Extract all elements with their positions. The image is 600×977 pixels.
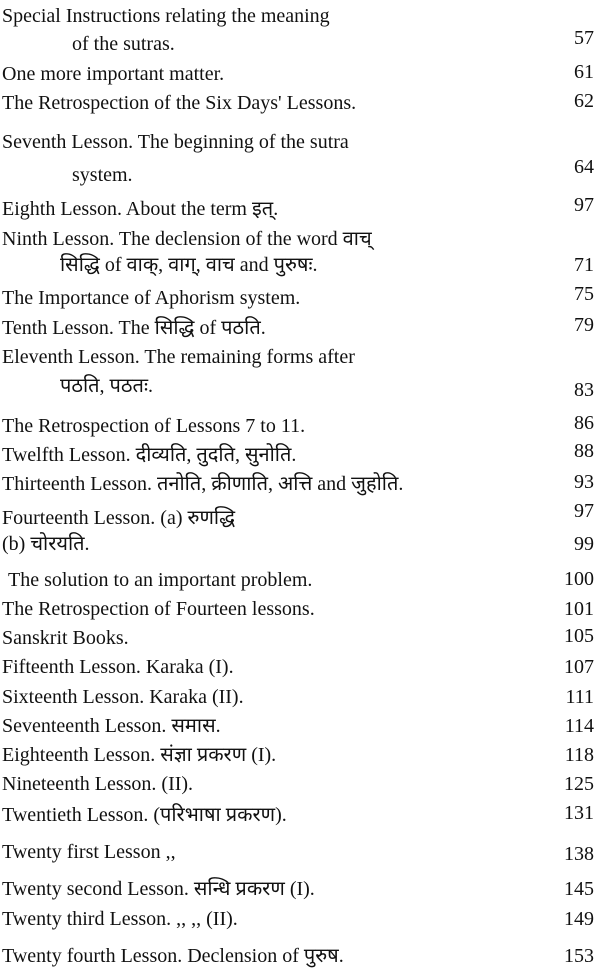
toc-entry-text: The Retrospection of the Six Days' Lessons.: [2, 92, 357, 114]
toc-page-number: 149: [564, 908, 594, 930]
toc-page-number: 64: [574, 156, 594, 178]
toc-page-number: 99: [574, 533, 594, 555]
toc-entry-text: The Importance of Aphorism system.: [2, 287, 301, 309]
toc-entry-text: Eighteenth Lesson. संज्ञा प्रकरण (I).: [2, 744, 277, 766]
toc-page-number: 62: [574, 90, 594, 112]
toc-page-number: 57: [574, 27, 594, 49]
toc-page-number: 97: [574, 500, 594, 522]
toc-entry-text: Twenty first Lesson ,,: [2, 841, 176, 863]
toc-entry-text: Twelfth Lesson. दीव्यति, तुदति, सुनोति.: [2, 444, 297, 466]
toc-entry-text: (b) चोरयति.: [2, 533, 90, 555]
toc-page-number: 86: [574, 412, 594, 434]
toc-page-number: 61: [574, 61, 594, 83]
toc-page-number: 71: [574, 254, 594, 276]
toc-page-number: 105: [564, 625, 594, 647]
toc-page-number: 93: [574, 471, 594, 493]
toc-entry-text: Twentieth Lesson. (परिभाषा प्रकरण).: [2, 804, 287, 826]
toc-entry-text: The Retrospection of Lessons 7 to 11.: [2, 415, 306, 437]
toc-entry-text: सिद्धि of वाक्, वाग्, वाच and पुरुषः.: [60, 254, 318, 276]
toc-page-number: 83: [574, 379, 594, 401]
toc-entry-text: Twenty second Lesson. सन्धि प्रकरण (I).: [2, 878, 315, 900]
toc-page-number: 88: [574, 440, 594, 462]
toc-entry-text: Special Instructions relating the meaning: [2, 5, 330, 27]
toc-entry-text: The Retrospection of Fourteen lessons.: [2, 598, 315, 620]
toc-page-number: 107: [564, 656, 594, 678]
toc-page-number: 138: [564, 843, 594, 865]
toc-entry-text: of the sutras.: [72, 33, 175, 55]
toc-entry-text: system.: [72, 164, 133, 186]
toc-entry-text: Twenty third Lesson. ,, ,, (II).: [2, 908, 238, 930]
toc-page-number: 111: [565, 686, 594, 708]
toc-entry-text: Fourteenth Lesson. (a) रुणद्धि: [2, 507, 236, 529]
toc-entry-text: Seventh Lesson. The beginning of the sutra: [2, 131, 349, 153]
toc-entry-text: पठति, पठतः.: [60, 375, 153, 397]
toc-page-number: 101: [564, 598, 594, 620]
toc-page-number: 97: [574, 194, 594, 216]
toc-page-number: 118: [564, 744, 594, 766]
toc-page-number: 79: [574, 314, 594, 336]
toc-page-number: 131: [564, 802, 594, 824]
toc-page-number: 125: [564, 773, 594, 795]
toc-entry-text: Seventeenth Lesson. समास.: [2, 715, 221, 737]
toc-entry-text: Sixteenth Lesson. Karaka (II).: [2, 686, 244, 708]
toc-page-number: 100: [564, 568, 594, 590]
toc-entry-text: Ninth Lesson. The declension of the word वाच्: [2, 228, 372, 250]
toc-entry-text: Tenth Lesson. The सिद्धि of पठति.: [2, 317, 266, 339]
toc-entry-text: Sanskrit Books.: [2, 627, 129, 649]
toc-entry-text: Eighth Lesson. About the term इत्.: [2, 198, 279, 220]
toc-entry-text: Fifteenth Lesson. Karaka (I).: [2, 656, 234, 678]
toc-page-number: 145: [564, 878, 594, 900]
toc-entry-text: Eleventh Lesson. The remaining forms after: [2, 346, 355, 368]
toc-page-number: 75: [574, 283, 594, 305]
toc-page-number: 114: [564, 715, 594, 737]
toc-entry-text: Nineteenth Lesson. (II).: [2, 773, 194, 795]
toc-entry-text: Twenty fourth Lesson. Declension of पुरुष.: [2, 945, 344, 967]
toc-entry-text: The solution to an important problem.: [8, 569, 313, 591]
toc-entry-text: One more important matter.: [2, 63, 225, 85]
toc-entry-text: Thirteenth Lesson. तनोति, क्रीणाति, अत्ति and जुहोति.: [2, 473, 404, 495]
toc-page-number: 153: [564, 945, 594, 967]
